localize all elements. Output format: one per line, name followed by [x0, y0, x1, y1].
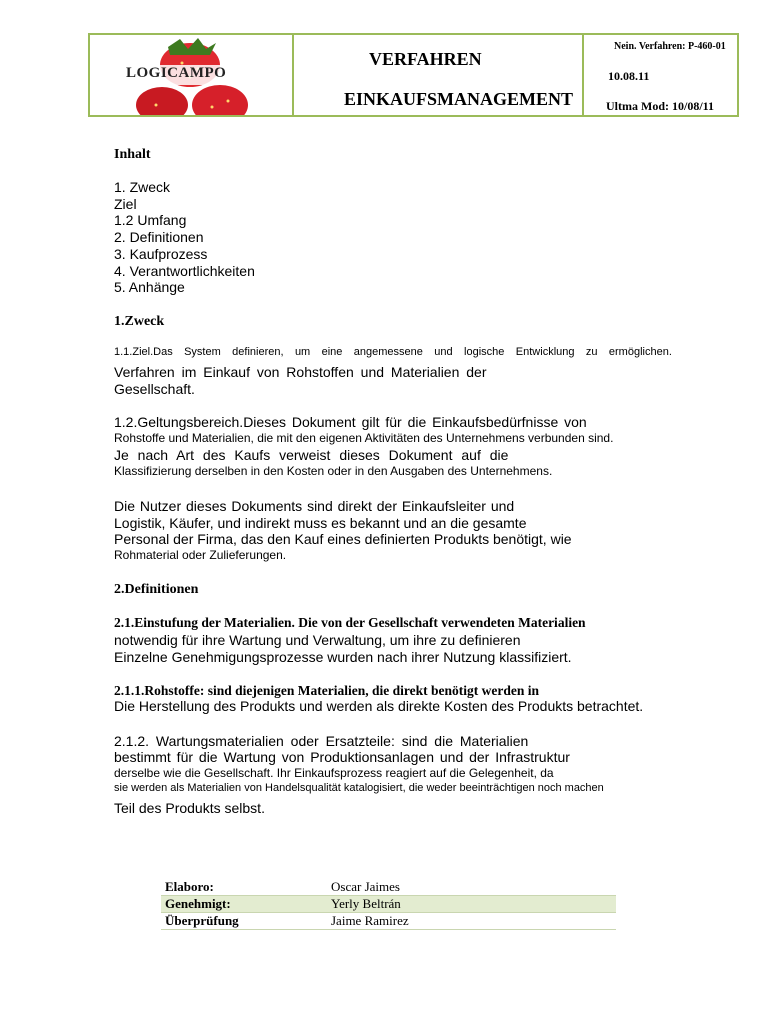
section2-heading: 2.Definitionen — [114, 582, 199, 597]
users-line2: Logistik, Käufer, und indirekt muss es bekannt und an die gesamte — [114, 515, 527, 531]
meta-cell — [584, 35, 737, 115]
ziel-line1: 1.1.Ziel.Das System definieren, um eine angemessene und logische Entwicklung zu ermöglichen. — [114, 346, 672, 358]
toc-item: Ziel — [114, 196, 137, 212]
definition-2-1-heading: 2.1.Einstufung der Materialien. Die von der Gesellschaft verwendeten Materialien — [114, 615, 586, 630]
document-date: 10.08.11 — [608, 69, 650, 83]
logo-cell — [90, 35, 294, 115]
document-header — [88, 33, 739, 117]
toc-heading: Inhalt — [114, 147, 151, 162]
table-row — [161, 879, 616, 896]
last-modified: Ultma Mod: 10/08/11 — [606, 99, 714, 113]
definition-2-1-line3: Einzelne Genehmigungsprozesse wurden nach ihrer Nutzung klassifiziert. — [114, 649, 572, 665]
users-line1: Die Nutzer dieses Dokuments sind direkt der Einkaufsleiter und — [114, 498, 515, 514]
toc-item: 5. Anhänge — [114, 279, 185, 295]
toc-item: 1. Zweck — [114, 179, 171, 195]
scope-line1: 1.2.Geltungsbereich.Dieses Dokument gilt für die Einkaufsbedürfnisse von — [114, 414, 587, 430]
scope-line3: Je nach Art des Kaufs verweist dieses Dokument auf die — [114, 447, 509, 463]
definition-2-1-2-line3: derselbe wie die Gesellschaft. Ihr Einkaufsprozess reagiert auf die Gelegenheit, da — [114, 766, 554, 780]
toc-item: 1.2 Umfang — [114, 212, 187, 228]
approval-table — [161, 879, 616, 930]
definition-2-1-line2: notwendig für ihre Wartung und Verwaltung, um ihre zu definieren — [114, 632, 521, 648]
table-row — [161, 913, 616, 930]
users-line3: Personal der Firma, das den Kauf eines definierten Produkts benötigt, wie — [114, 531, 572, 547]
toc-item: 3. Kaufprozess — [114, 246, 208, 262]
table-row — [161, 896, 616, 913]
document-title-line1: VERFAHREN — [369, 49, 482, 69]
users-line4: Rohmaterial oder Zulieferungen. — [114, 548, 287, 562]
procedure-number: Nein. Verfahren: P-460-01 — [614, 41, 726, 52]
document-title-line2: EINKAUFSMANAGEMENT — [344, 89, 574, 109]
title-cell — [294, 35, 584, 115]
definition-2-1-2-line4: sie werden als Materialien von Handelsqualität katalogisiert, die weder beeinträchtigen noch machen — [114, 782, 604, 794]
definition-2-1-1-line2: Die Herstellung des Produkts und werden als direkte Kosten des Produkts betrachtet. — [114, 698, 644, 714]
approval-name: Oscar Jaimes — [331, 879, 400, 894]
definition-2-1-1-heading: 2.1.1.Rohstoffe: sind diejenigen Materialien, die direkt benötigt werden in — [114, 683, 539, 698]
scope-line2: Rohstoffe und Materialien, die mit den eigenen Aktivitäten des Unternehmens verbunden sind. — [114, 431, 614, 445]
approval-label: Elaboro: — [165, 879, 214, 894]
ziel-line2: Verfahren im Einkauf von Rohstoffen und Materialien der — [114, 364, 487, 380]
toc-item: 2. Definitionen — [114, 229, 204, 245]
approval-label: Genehmigt: — [165, 896, 231, 911]
approval-name: Jaime Ramirez — [331, 913, 409, 928]
logo-text: LOGICAMPO — [126, 65, 227, 81]
approval-label: Überprüfung — [165, 913, 239, 928]
ziel-line3: Gesellschaft. — [114, 381, 195, 397]
definition-2-1-2-line5: Teil des Produkts selbst. — [114, 800, 265, 816]
toc-item: 4. Verantwortlichkeiten — [114, 263, 255, 279]
definition-2-1-2-line2: bestimmt für die Wartung von Produktionsanlagen und der Infrastruktur — [114, 749, 570, 765]
approval-name: Yerly Beltrán — [331, 896, 401, 911]
scope-line4: Klassifizierung derselben in den Kosten oder in den Ausgaben des Unternehmens. — [114, 464, 553, 478]
section1-heading: 1.Zweck — [114, 314, 165, 329]
definition-2-1-2-line1: 2.1.2. Wartungsmaterialien oder Ersatzteile: sind die Materialien — [114, 733, 529, 749]
